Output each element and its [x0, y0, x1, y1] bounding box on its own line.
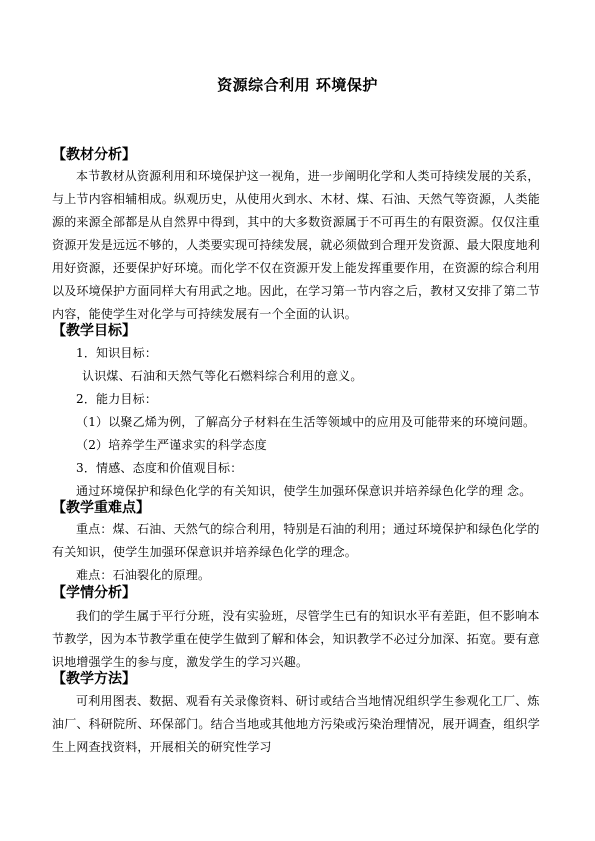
key-points-line-2: 有关知识，使学生加强环保意识并培养绿色化学的理念。 [52, 545, 358, 559]
heading-textbook-analysis: 【教材分析】 [52, 147, 136, 163]
methods-line-3: 生上网查找资料，开展相关的研究性学习 [52, 740, 272, 754]
key-points-line-1: 重点：煤、石油、天然气的综合利用，特别是石油的利用；通过环境保护和绿色化学的 [76, 522, 540, 536]
students-line-3: 识地增强学生的参与度，激发学生的学习兴趣。 [52, 655, 309, 669]
students-line-1: 我们的学生属于平行分班，没有实验班，尽管学生已有的知识水平有差距，但不影响本 [76, 609, 540, 623]
heading-teaching-methods: 【教学方法】 [52, 671, 136, 687]
goals-knowledge-label: 1．知识目标： [76, 346, 158, 360]
analysis-line-2: 与上节内容相辅相成。纵观历史，从使用火到水、木材、煤、石油、天然气等资源，人类能 [52, 192, 541, 206]
goals-attitude-text: 通过环境保护和绿色化学的有关知识，使学生加强环保意识并培养绿色化学的理 念。 [76, 484, 532, 498]
methods-line-1: 可利用图表、数据、观看有关录像资料、研讨或结合当地情况组织学生参观化工厂、炼 [76, 694, 540, 708]
goals-attitude-label: 3．情感、态度和价值观目标： [76, 461, 243, 475]
analysis-line-7: 内容，能使学生对化学与可持续发展有一个全面的认识。 [52, 307, 358, 321]
goals-ability-label: 2．能力目标： [76, 392, 158, 406]
analysis-line-1: 本节教材从资源利用和环境保护这一视角，进一步阐明化学和人类可持续发展的关系， [76, 169, 540, 183]
analysis-line-5: 用好资源，还要保护好环境。而化学不仅在资源开发上能发挥重要作用，在资源的综合利用 [52, 261, 541, 275]
goals-ability-item-2: （2）培养学生严谨求实的科学态度 [76, 438, 267, 452]
heading-student-analysis: 【学情分析】 [52, 585, 136, 601]
analysis-line-4: 资源开发是远远不够的，人类要实现可持续发展，就必须做到合理开发资源、最大限度地利 [52, 238, 541, 252]
goals-knowledge-text: 认识煤、石油和天然气等化石燃料综合利用的意义。 [82, 369, 363, 383]
methods-line-2: 油厂、科研院所、环保部门。结合当地或其他地方污染或污染治理情况，展开调查，组织学 [52, 717, 541, 731]
goals-ability-item-1: （1）以聚乙烯为例，了解高分子材料在生活等领域中的应用及可能带来的环境问题。 [76, 415, 536, 429]
students-line-2: 节教学，因为本节教学重在使学生做到了解和体会，知识教学不必过分加深、拓宽。要有意 [52, 632, 541, 646]
heading-key-difficult-points: 【教学重难点】 [52, 500, 150, 516]
page-title: 资源综合利用 环境保护 [217, 76, 378, 94]
analysis-line-6: 以及环境保护方面同样大有用武之地。因此，在学习第一节内容之后，教材又安排了第二节 [52, 284, 541, 298]
heading-teaching-goals: 【教学目标】 [52, 323, 136, 339]
difficult-point-line: 难点：石油裂化的原理。 [76, 568, 211, 582]
analysis-line-3: 源的来源全部都是从自然界中得到，其中的大多数资源属于不可再生的有限资源。仅仅注重 [52, 215, 541, 229]
